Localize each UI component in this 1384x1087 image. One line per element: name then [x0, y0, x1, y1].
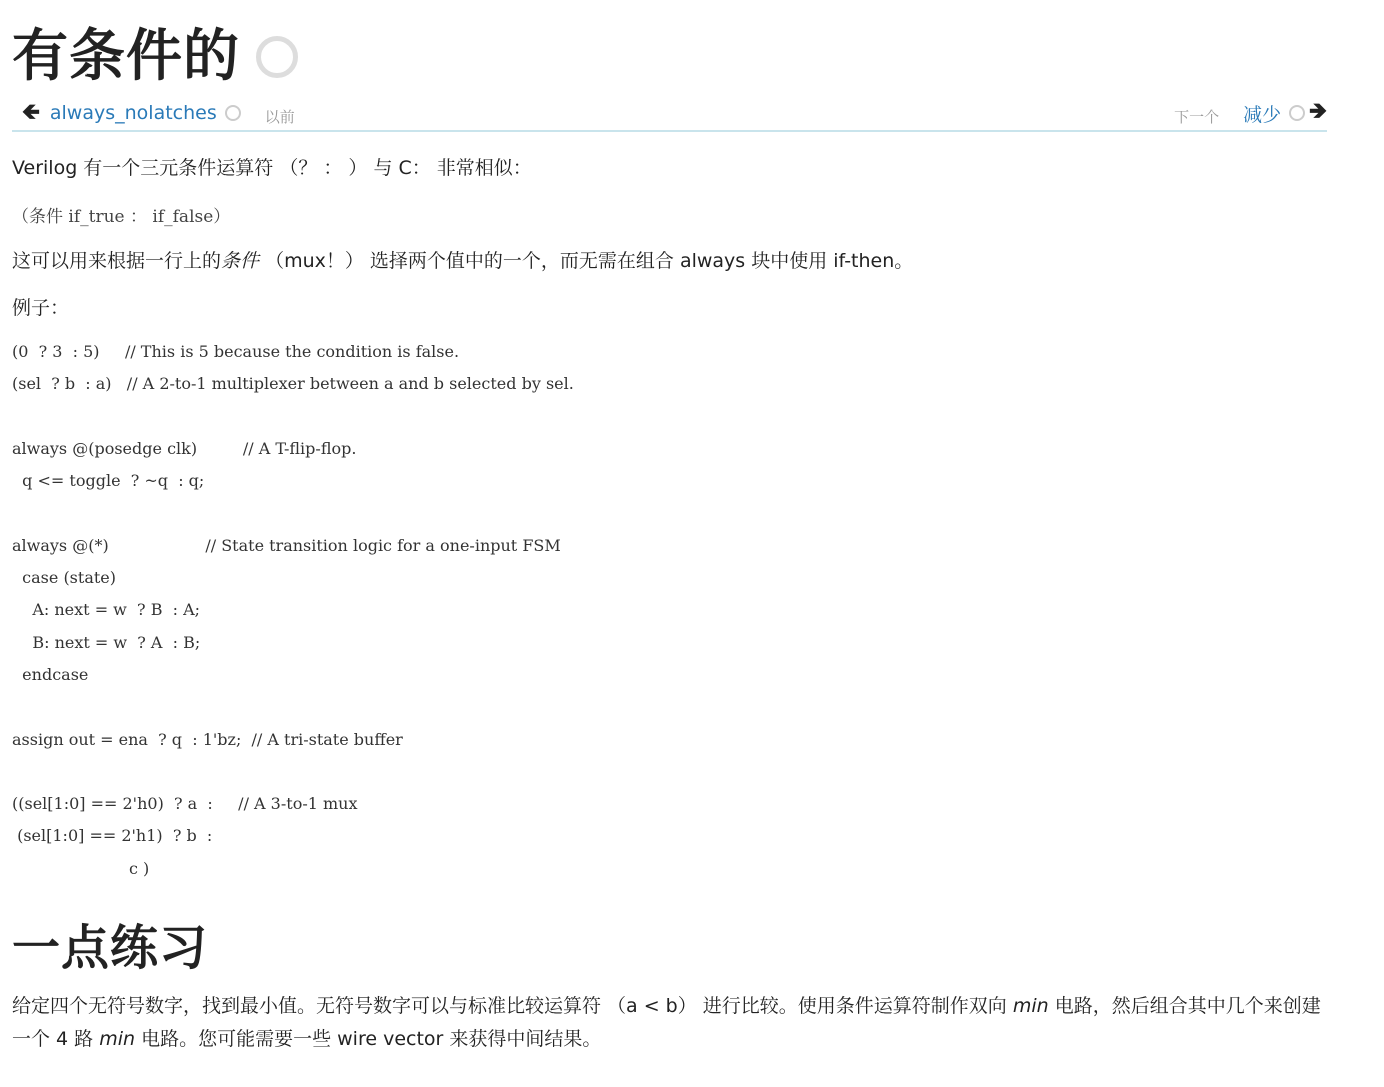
next-hint: 下一个 [1174, 107, 1220, 126]
usage-text-before: 这可以用来根据一行上的 [12, 250, 222, 272]
usage-emphasis: 条件 [221, 250, 260, 272]
exercise-min-2: min [99, 1028, 136, 1050]
exercise-paragraph [12, 990, 1327, 1056]
code-line: (0 ? 3 : 5) // This is 5 because the condition is false. [12, 342, 460, 361]
exercise-min-1: min [1012, 995, 1049, 1017]
code-line: q <= toggle ? ~q : q; [12, 471, 205, 491]
code-line: ((sel[1:0] == 2'h0) ? a : // A 3-to-1 mux [12, 794, 358, 814]
code-line [12, 401, 574, 433]
page-title: 有条件的 [12, 24, 240, 89]
page-navigation [12, 96, 1327, 132]
nav-next [1174, 98, 1327, 128]
code-line: endcase [12, 664, 89, 684]
title-row [12, 22, 298, 92]
arrow-right-icon[interactable]: 🡺 [1309, 99, 1327, 124]
nav-prev [22, 98, 295, 128]
exercise-heading: 一点练习 [12, 920, 209, 976]
exercise-text-2: 电路，然后组合其中几个来创建一个 4 路 [12, 995, 1321, 1050]
exercise-text-3: 电路。您可能需要一些 wire vector 来获得中间结果。 [135, 1028, 602, 1050]
usage-text-after: （mux！） 选择两个值中的一个，而无需在组合 always 块中使用 if-then。 [259, 250, 914, 272]
code-line: assign out = ena ? q : 1'bz; // A tri-state buffer [12, 729, 403, 749]
prev-hint: 以前 [264, 107, 295, 126]
code-example [12, 336, 574, 885]
code-line [12, 756, 574, 788]
code-line: always @(*) // State transition logic for a one-input FSM [12, 535, 561, 555]
code-line: always @(posedge clk) // A T-flip-flop. [12, 438, 357, 458]
exercise-text-1: 给定四个无符号数字，找到最小值。无符号数字可以与标准比较运算符 （a < b） 进行比较。使用条件运算符制作双向 [12, 995, 1013, 1017]
code-line: B: next = w ? A : B; [12, 632, 201, 652]
code-line: A: next = w ? B : A; [12, 600, 201, 620]
prev-page-link[interactable]: always_nolatches [49, 102, 217, 124]
next-status-icon [1289, 105, 1305, 121]
code-line: (sel ? b : a) // A 2-to-1 multiplexer between a and b selected by sel. [12, 374, 574, 394]
arrow-left-icon[interactable]: 🡸 [22, 100, 40, 125]
example-label: 例子： [12, 297, 70, 319]
next-page-link[interactable]: 减少 [1243, 103, 1282, 126]
code-line: (sel[1:0] == 2'h1) ? b : [12, 826, 213, 846]
code-line [12, 691, 574, 723]
prev-status-icon [225, 105, 241, 121]
completion-status-icon [256, 36, 298, 78]
intro-paragraph: Verilog 有一个三元条件运算符 （？ ： ） 与 C： 非常相似： [12, 157, 532, 179]
code-line: c ) [12, 858, 150, 878]
code-line: case (state) [12, 568, 116, 588]
code-line [12, 497, 574, 529]
syntax-code: （条件 if_true ： if_false） [12, 207, 231, 227]
usage-paragraph [12, 247, 913, 275]
